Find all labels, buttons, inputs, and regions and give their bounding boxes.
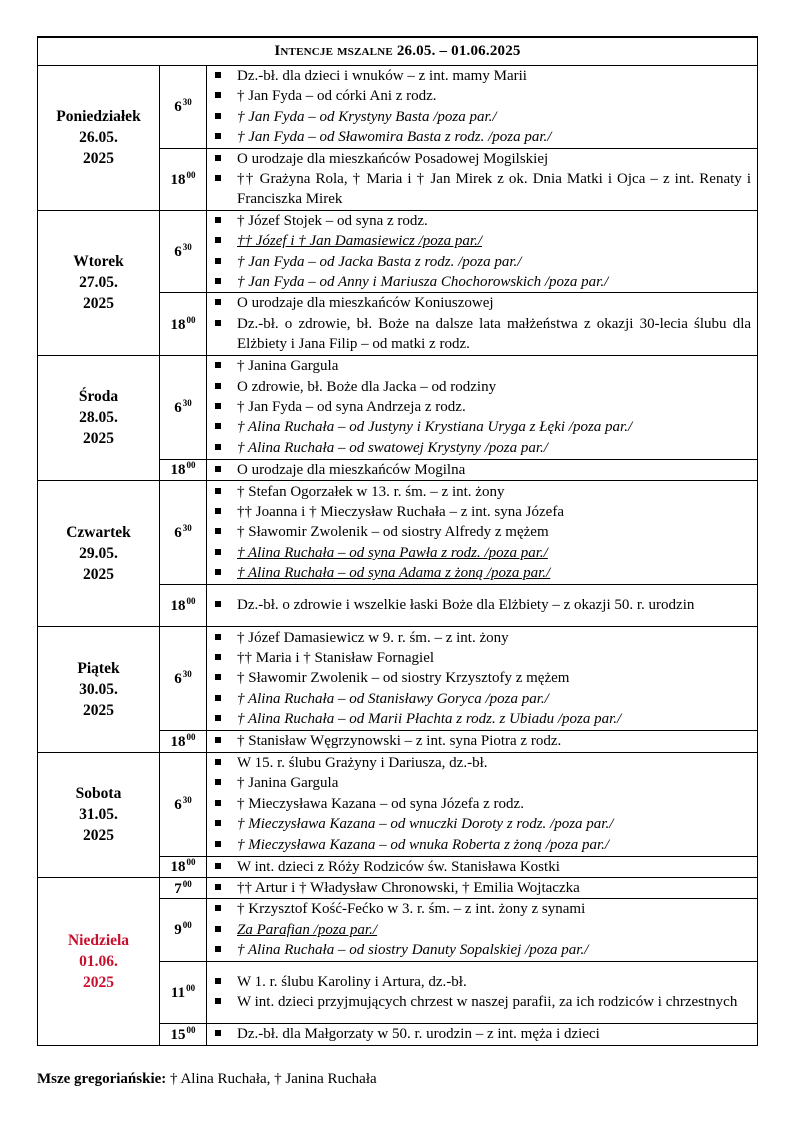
list-item: † Janina Gargula (215, 356, 751, 376)
list-item: O urodzaje dla mieszkańców Koniuszowej (215, 293, 751, 313)
list-item: †† Maria i † Stanisław Fornagiel (215, 648, 751, 668)
day-date: 26.05. (79, 129, 118, 147)
intentions-list (207, 585, 758, 627)
list-item: † Jan Fyda – od Anny i Mariusza Chochorowskich /poza par./ (215, 272, 751, 292)
list-item: †† Artur i † Władysław Chronowski, † Emilia Wojtaczka (215, 878, 751, 898)
mass-time: $18^{00}$ (160, 731, 207, 752)
mass-time: $6^{30}$ (160, 627, 207, 731)
intentions-list (207, 856, 758, 877)
list-item: † Alina Ruchała – od Stanisławy Goryca /poza par./ (215, 689, 751, 709)
intentions-list (207, 66, 758, 149)
day-thursday (38, 481, 160, 627)
day-date: 29.05. (79, 545, 118, 563)
list-item: † Alina Ruchała – od swatowej Krystyny /poza par./ (215, 438, 751, 458)
list-item: W int. dzieci z Róży Rodziców św. Stanisława Kostki (215, 857, 751, 877)
list-item: † Mieczysława Kazana – od syna Józefa z rodz. (215, 794, 751, 814)
day-name: Wtorek (73, 253, 124, 271)
intentions-list (207, 877, 758, 898)
intentions-list (207, 293, 758, 355)
day-tuesday (38, 210, 160, 355)
list-item: Za Parafian /poza par./ (215, 920, 751, 940)
mass-time: $11^{00}$ (160, 961, 207, 1023)
day-friday (38, 627, 160, 752)
day-date: 30.05. (79, 680, 118, 698)
list-item: † Mieczysława Kazana – od wnuczki Doroty z rodz. /poza par./ (215, 814, 751, 834)
list-item: † Józef Damasiewicz w 9. r. śm. – z int. żony (215, 628, 751, 648)
mass-time: $7^{00}$ (160, 877, 207, 898)
intentions-list (207, 731, 758, 752)
day-year: 2025 (83, 295, 114, 313)
day-date: 31.05. (79, 806, 118, 824)
day-name: Poniedziałek (56, 108, 141, 126)
day-date: 27.05. (79, 274, 118, 292)
list-item: † Alina Ruchała – od syna Pawła z rodz. /poza par./ (215, 543, 751, 563)
gregorian-masses-note (37, 1071, 377, 1088)
list-item: † Stefan Ogorzałek w 13. r. śm. – z int. żony (215, 482, 751, 502)
intentions-list (207, 752, 758, 856)
list-item: †† Joanna i † Mieczysław Ruchała – z int. syna Józefa (215, 502, 751, 522)
list-item: † Janina Gargula (215, 773, 751, 793)
day-date: 28.05. (79, 409, 118, 427)
day-monday (38, 66, 160, 211)
day-year: 2025 (83, 430, 114, 448)
mass-time: $6^{30}$ (160, 210, 207, 293)
day-year: 2025 (83, 150, 114, 168)
day-sunday (38, 877, 160, 1045)
mass-time: $6^{30}$ (160, 66, 207, 149)
list-item: † Jan Fyda – od syna Andrzeja z rodz. (215, 397, 751, 417)
list-item: O urodzaje dla mieszkańców Posadowej Mogilskiej (215, 149, 751, 169)
list-item: † Jan Fyda – od Sławomira Basta z rodz. /poza par./ (215, 127, 751, 147)
day-name: Niedziela (67, 931, 130, 949)
intentions-list (207, 1023, 758, 1045)
day-name: Piątek (77, 659, 120, 677)
mass-time: $15^{00}$ (160, 1023, 207, 1045)
intentions-list (207, 481, 758, 585)
list-item: Dz.-bł. o zdrowie, bł. Boże na dalsze lata małżeństwa z okazji 30-lecia ślubu dla Elżbiety i Jana Filip – od matki z rodz. (215, 314, 751, 355)
day-year: 2025 (83, 566, 114, 584)
day-year: 2025 (83, 827, 114, 845)
list-item: Dz.-bł. dla Małgorzaty w 50. r. urodzin – z int. męża i dzieci (215, 1024, 751, 1044)
footer-label: Msze gregoriańskie: (37, 1071, 167, 1087)
mass-time: $6^{30}$ (160, 481, 207, 585)
list-item: † Alina Ruchała – od syna Adama z żoną /poza par./ (215, 563, 751, 583)
list-item: † Alina Ruchała – od Justyny i Krystiana Uryga z Łęki /poza par./ (215, 417, 751, 437)
intentions-list (207, 355, 758, 459)
mass-time: $18^{00}$ (160, 148, 207, 210)
mass-time: $18^{00}$ (160, 856, 207, 877)
list-item: W 1. r. ślubu Karoliny i Artura, dz.-bł. (215, 972, 751, 992)
list-item: † Jan Fyda – od Krystyny Basta /poza par./ (215, 107, 751, 127)
mass-time: $18^{00}$ (160, 459, 207, 480)
intentions-table (37, 36, 758, 1046)
list-item: W int. dzieci przyjmujących chrzest w naszej parafii, za ich rodziców i chrzestnych (215, 992, 751, 1012)
intentions-list (207, 148, 758, 210)
table-title: Intencje mszalne 26.05. – 01.06.2025 (38, 37, 758, 66)
list-item: † Alina Ruchała – od siostry Danuty Sopalskiej /poza par./ (215, 940, 751, 960)
intentions-list (207, 627, 758, 731)
list-item: † Stanisław Węgrzynowski – z int. syna Piotra z rodz. (215, 731, 751, 751)
list-item: Dz.-bł. o zdrowie i wszelkie łaski Boże dla Elżbiety – z okazji 50. r. urodzin (215, 595, 751, 615)
day-saturday (38, 752, 160, 877)
day-year: 2025 (83, 701, 114, 719)
day-wednesday (38, 355, 160, 480)
list-item: † Jan Fyda – od Jacka Basta z rodz. /poza par./ (215, 252, 751, 272)
list-item: † Krzysztof Kość-Fećko w 3. r. śm. – z int. żony z synami (215, 899, 751, 919)
intentions-list (207, 961, 758, 1023)
mass-time: $6^{30}$ (160, 355, 207, 459)
mass-time: $18^{00}$ (160, 293, 207, 355)
day-name: Środa (78, 388, 119, 406)
mass-time: $6^{30}$ (160, 752, 207, 856)
list-item: † Sławomir Zwolenik – od siostry Alfredy z mężem (215, 522, 751, 542)
list-item: † Jan Fyda – od córki Ani z rodz. (215, 86, 751, 106)
intentions-list (207, 210, 758, 293)
list-item: O urodzaje dla mieszkańców Mogilna (215, 460, 751, 480)
mass-time: $18^{00}$ (160, 585, 207, 627)
footer-text: † Alina Ruchała, † Janina Ruchała (170, 1071, 377, 1087)
day-name: Sobota (75, 785, 122, 803)
list-item: W 15. r. ślubu Grażyny i Dariusza, dz.-bł. (215, 753, 751, 773)
list-item: †† Józef i † Jan Damasiewicz /poza par./ (215, 231, 751, 251)
mass-time: $9^{00}$ (160, 899, 207, 961)
day-year: 2025 (83, 973, 114, 991)
intentions-list (207, 899, 758, 961)
list-item: † Mieczysława Kazana – od wnuka Roberta z żoną /poza par./ (215, 835, 751, 855)
list-item: †† Grażyna Rola, † Maria i † Jan Mirek z ok. Dnia Matki i Ojca – z int. Renaty i Franciszka Mirek (215, 169, 751, 210)
list-item: Dz.-bł. dla dzieci i wnuków – z int. mamy Marii (215, 66, 751, 86)
list-item: O zdrowie, bł. Boże dla Jacka – od rodziny (215, 377, 751, 397)
list-item: † Józef Stojek – od syna z rodz. (215, 211, 751, 231)
list-item: † Alina Ruchała – od Marii Płachta z rodz. z Ubiadu /poza par./ (215, 709, 751, 729)
day-name: Czwartek (66, 524, 131, 542)
intentions-list (207, 459, 758, 480)
list-item: † Sławomir Zwolenik – od siostry Krzysztofy z mężem (215, 668, 751, 688)
day-date: 01.06. (79, 952, 118, 970)
